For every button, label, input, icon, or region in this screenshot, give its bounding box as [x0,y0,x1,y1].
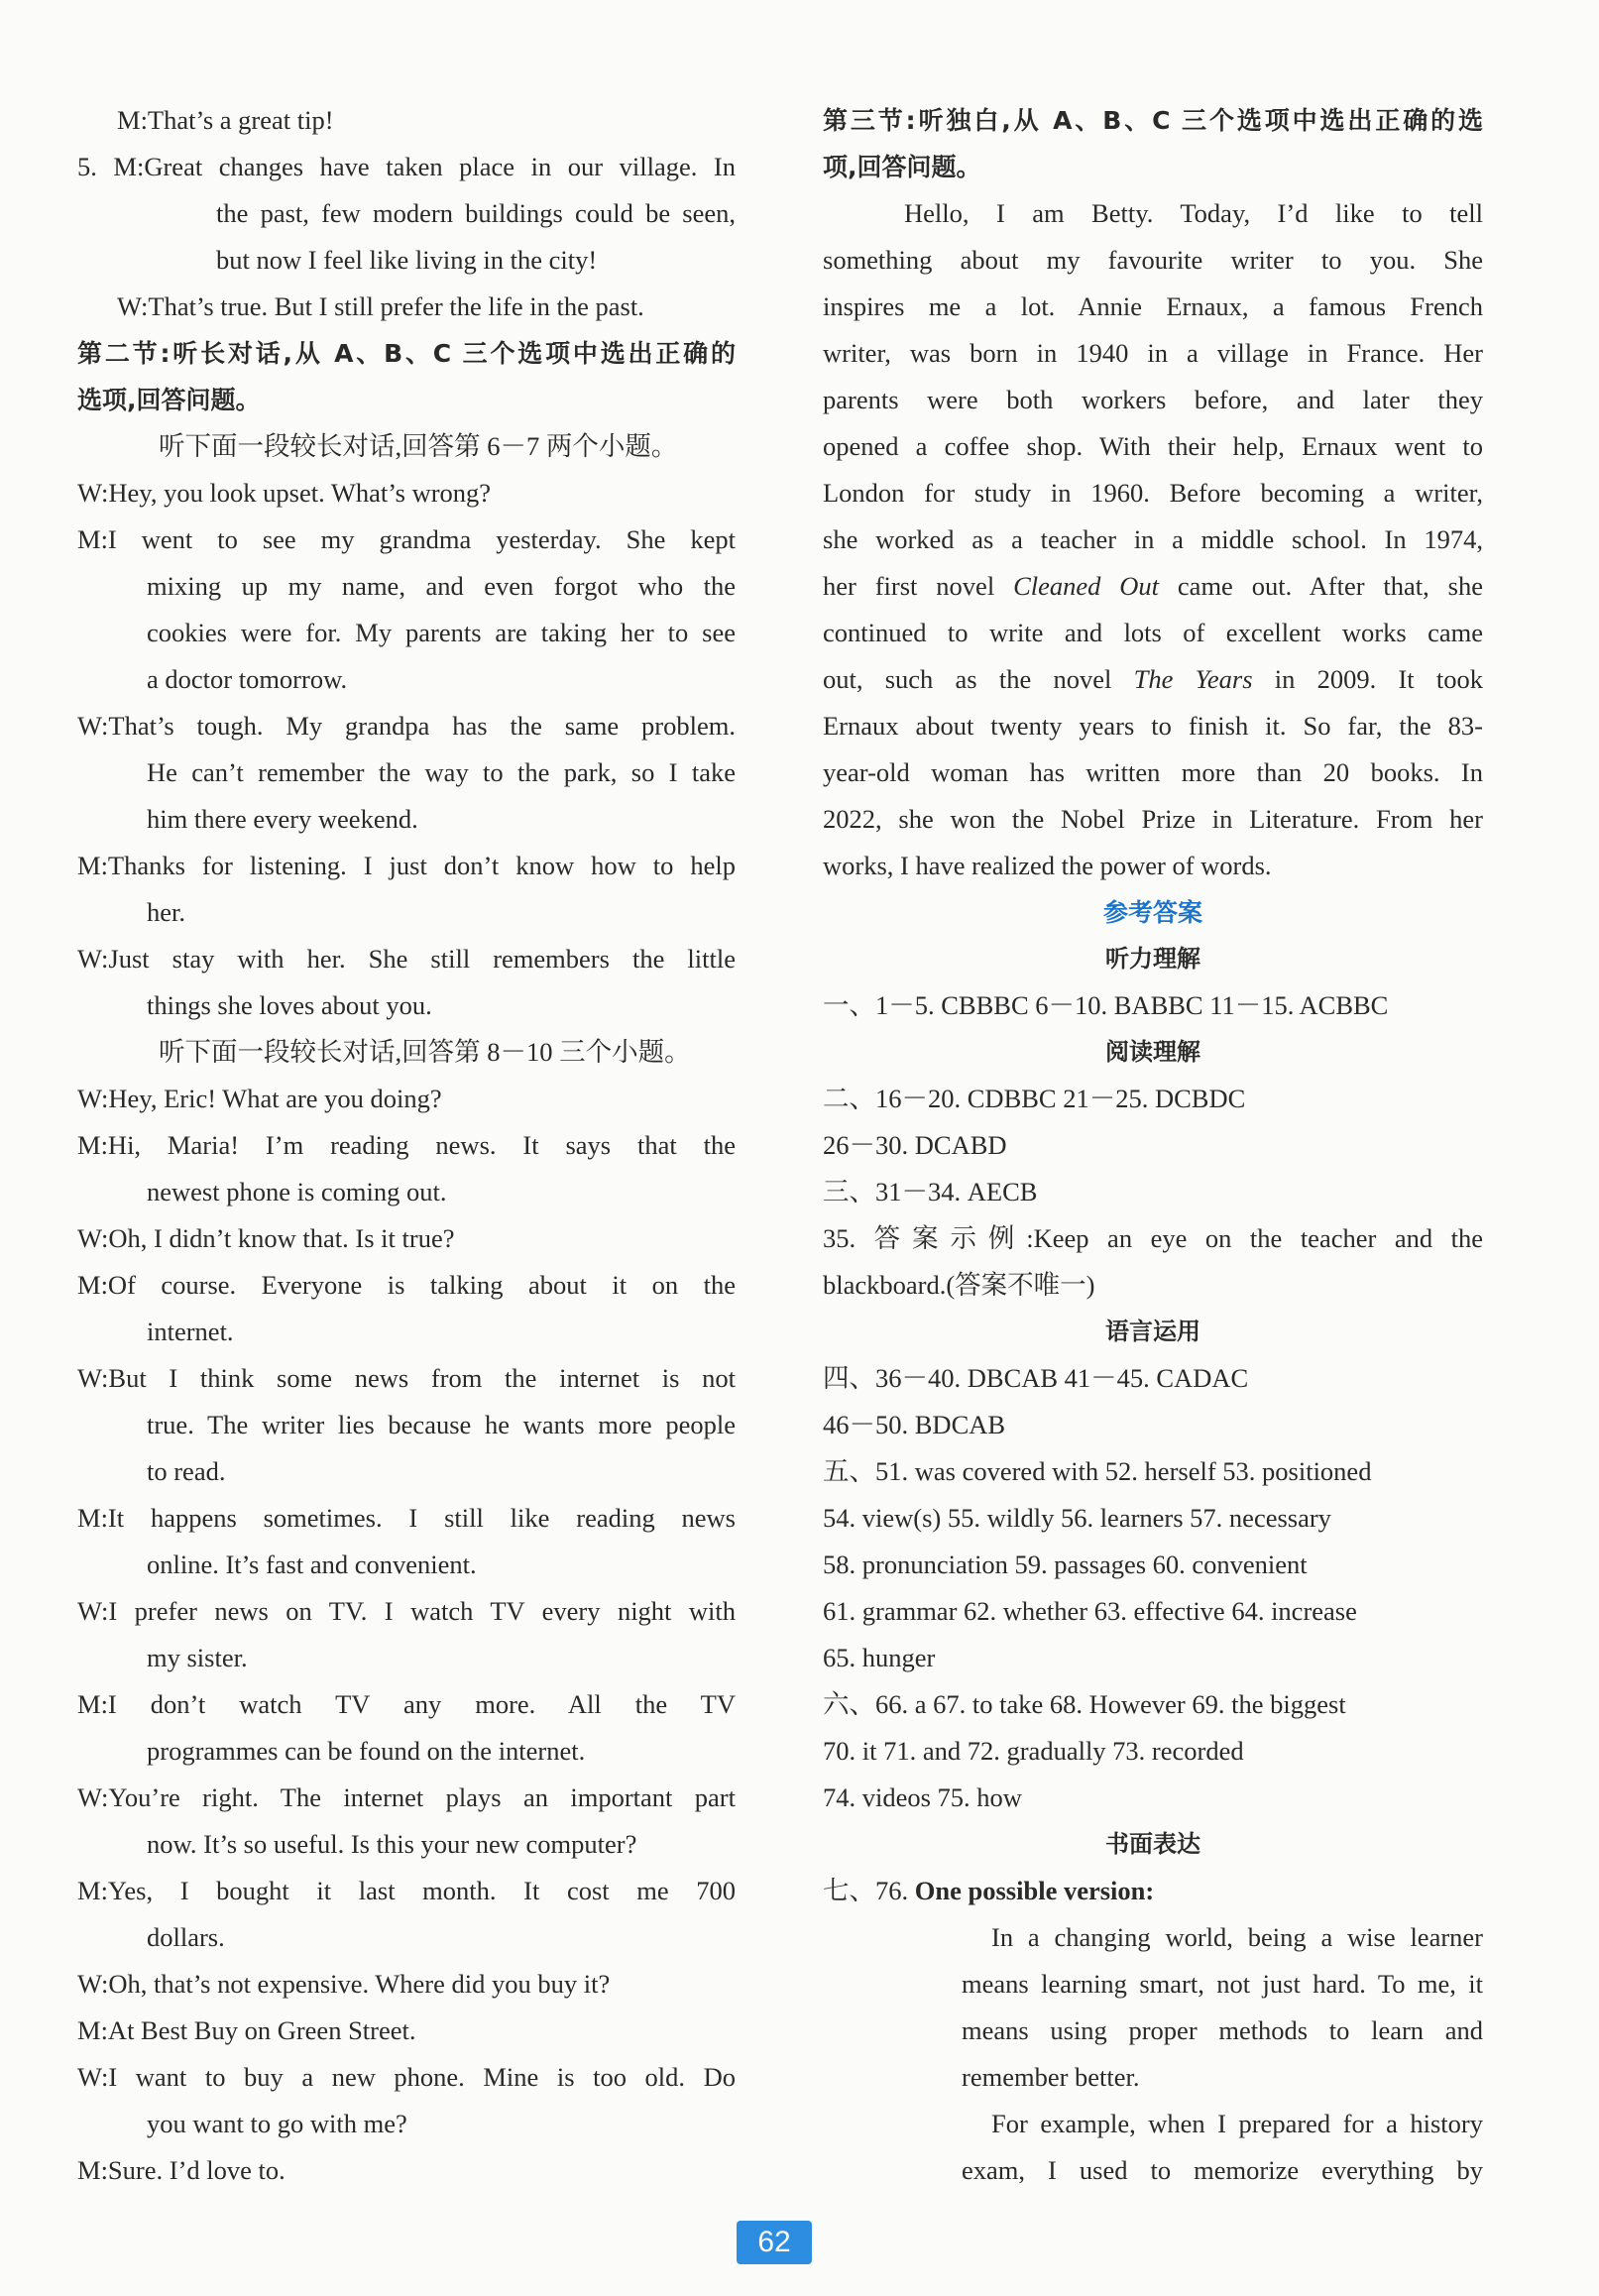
text-line: M:At Best Buy on Green Street. [77,2015,416,2045]
text-line: W:That’s tough. My grandpa has the same problem. [77,711,736,741]
text-line: W:Oh, that’s not expensive. Where did you buy it? [77,1969,611,1999]
text-line: W:Hey, you look upset. What’s wrong? [77,478,492,508]
text-line: her. [147,897,185,927]
text-line: 四、36－40. DBCAB 41－45. CADAC [823,1363,1249,1393]
text-line: newest phone is coming out. [147,1177,447,1206]
text-line: now. It’s so useful. Is this your new computer? [147,1829,637,1859]
section-heading: 第二节:听长对话,从 A、B、C 三个选项中选出正确的 [77,339,736,368]
text-line: W:But I think some news from the internet is not [77,1363,736,1393]
text-line: 六、66. a 67. to take 68. However 69. the biggest [823,1689,1346,1719]
text-line: parents were both workers before, and later they [823,385,1483,414]
answer-key-title: 参考答案 [1102,898,1202,927]
page-number: 62 [737,2221,812,2264]
text-line: 二、16－20. CDBBC 21－25. DCBDC [823,1084,1246,1113]
text-line: M:Hi, Maria! I’m reading news. It says that the [77,1130,736,1160]
text-line: you want to go with me? [147,2109,407,2138]
text-line: W:Hey, Eric! What are you doing? [77,1084,442,1113]
text-line: In a changing world, being a wise learner [991,1922,1483,1952]
text-line: blackboard.(答案不唯一) [823,1270,1095,1300]
text-line: M:Of course. Everyone is talking about it on the [77,1270,736,1300]
text-line: programmes can be found on the internet. [147,1736,586,1766]
section-heading: 听力理解 [1105,945,1200,973]
text-line: 26－30. DCABD [823,1130,1007,1160]
section-heading: 选项,回答问题。 [77,386,261,414]
text-line: M:Sure. I’d love to. [77,2155,286,2185]
text-line: mixing up my name, and even forgot who the [147,571,736,601]
text-line: 听下面一段较长对话,回答第 6－7 两个小题。 [159,431,678,461]
text-line: internet. [147,1317,234,1346]
text-line: Hello, I am Betty. Today, I’d like to tell [904,198,1483,228]
text-line: something about my favourite writer to you. She [823,245,1483,275]
text-line: M:Thanks for listening. I just don’t know how to help [77,851,736,880]
text-line: 三、31－34. AECB [823,1177,1038,1206]
text-line: a doctor tomorrow. [147,664,348,694]
text-line: dollars. [147,1922,225,1952]
text-line: 5. M:Great changes have taken place in our village. In [77,152,736,181]
text-line: M:It happens sometimes. I still like reading news [77,1503,736,1533]
text-line: out, such as the novel The Years in 2009. It took [823,664,1483,694]
text-line: year-old woman has written more than 20 books. In [823,757,1483,787]
section-heading: 阅读理解 [1105,1038,1200,1066]
text-line: exam, I used to memorize everything by [962,2155,1483,2185]
text-line: He can’t remember the way to the park, so I take [147,757,736,787]
text-line: 七、76. One possible version: [823,1876,1155,1905]
text-line: 54. view(s) 55. wildly 56. learners 57. necessary [823,1503,1331,1533]
section-heading: 项,回答问题。 [823,153,981,181]
text-line: true. The writer lies because he wants more people [147,1410,736,1439]
text-line: W:That’s true. But I still prefer the life in the past. [117,291,644,321]
text-line: the past, few modern buildings could be seen, [216,198,736,228]
text-line: her first novel Cleaned Out came out. After that, she [823,571,1483,601]
text-line: inspires me a lot. Annie Ernaux, a famous French [823,291,1483,321]
text-line: London for study in 1960. Before becoming a writer, [823,478,1483,508]
text-line: 五、51. was covered with 52. herself 53. positioned [823,1456,1372,1486]
text-line: 35. 答案示例:Keep an eye on the teacher and the [823,1223,1483,1253]
text-line: 74. videos 75. how [823,1782,1022,1812]
text-line: 58. pronunciation 59. passages 60. convenient [823,1550,1308,1579]
text-line: things she loves about you. [147,990,432,1020]
text-line: M:Yes, I bought it last month. It cost me 700 [77,1876,736,1905]
text-line: online. It’s fast and convenient. [147,1550,477,1579]
section-heading: 书面表达 [1105,1830,1200,1858]
text-line: 70. it 71. and 72. gradually 73. recorded [823,1736,1244,1766]
text-line: but now I feel like living in the city! [216,245,598,275]
text-line: 听下面一段较长对话,回答第 8－10 三个小题。 [159,1037,691,1067]
left-column [77,97,736,2194]
text-line: him there every weekend. [147,804,418,834]
text-line: W:I want to buy a new phone. Mine is too old. Do [77,2062,736,2092]
text-line: W:Just stay with her. She still remembers the little [77,944,736,974]
section-heading: 语言运用 [1105,1318,1200,1345]
text-line: my sister. [147,1643,248,1672]
text-line: M:That’s a great tip! [117,105,334,135]
text-line: M:I don’t watch TV any more. All the TV [77,1689,736,1719]
text-line: 61. grammar 62. whether 63. effective 64. increase [823,1596,1357,1626]
text-line: to read. [147,1456,226,1486]
text-line: writer, was born in 1940 in a village in France. Her [823,338,1483,368]
text-line: remember better. [962,2062,1140,2092]
section-heading: 第三节:听独白,从 A、B、C 三个选项中选出正确的选 [823,106,1483,135]
text-line: For example, when I prepared for a history [991,2109,1483,2138]
text-line: 65. hunger [823,1643,936,1672]
text-line: opened a coffee shop. With their help, Ernaux went to [823,431,1483,461]
text-line: W:You’re right. The internet plays an important part [77,1782,736,1812]
text-line: means learning smart, not just hard. To me, it [962,1969,1483,1999]
text-line: M:I went to see my grandma yesterday. She kept [77,524,736,554]
text-line: 一、1－5. CBBBC 6－10. BABBC 11－15. ACBBC [823,990,1389,1020]
text-line: she worked as a teacher in a middle school. In 1974, [823,524,1483,554]
text-line: Ernaux about twenty years to finish it. So far, the 83- [823,711,1483,741]
text-line: works, I have realized the power of words. [823,851,1272,880]
text-line: 46－50. BDCAB [823,1410,1006,1439]
text-line: 2022, she won the Nobel Prize in Literature. From her [823,804,1483,834]
text-line: W:Oh, I didn’t know that. Is it true? [77,1223,455,1253]
text-line: means using proper methods to learn and [962,2015,1483,2045]
text-line: continued to write and lots of excellent works came [823,618,1483,647]
text-line: cookies were for. My parents are taking her to see [147,618,736,647]
right-column [823,97,1483,2194]
text-line: W:I prefer news on TV. I watch TV every night with [77,1596,736,1626]
